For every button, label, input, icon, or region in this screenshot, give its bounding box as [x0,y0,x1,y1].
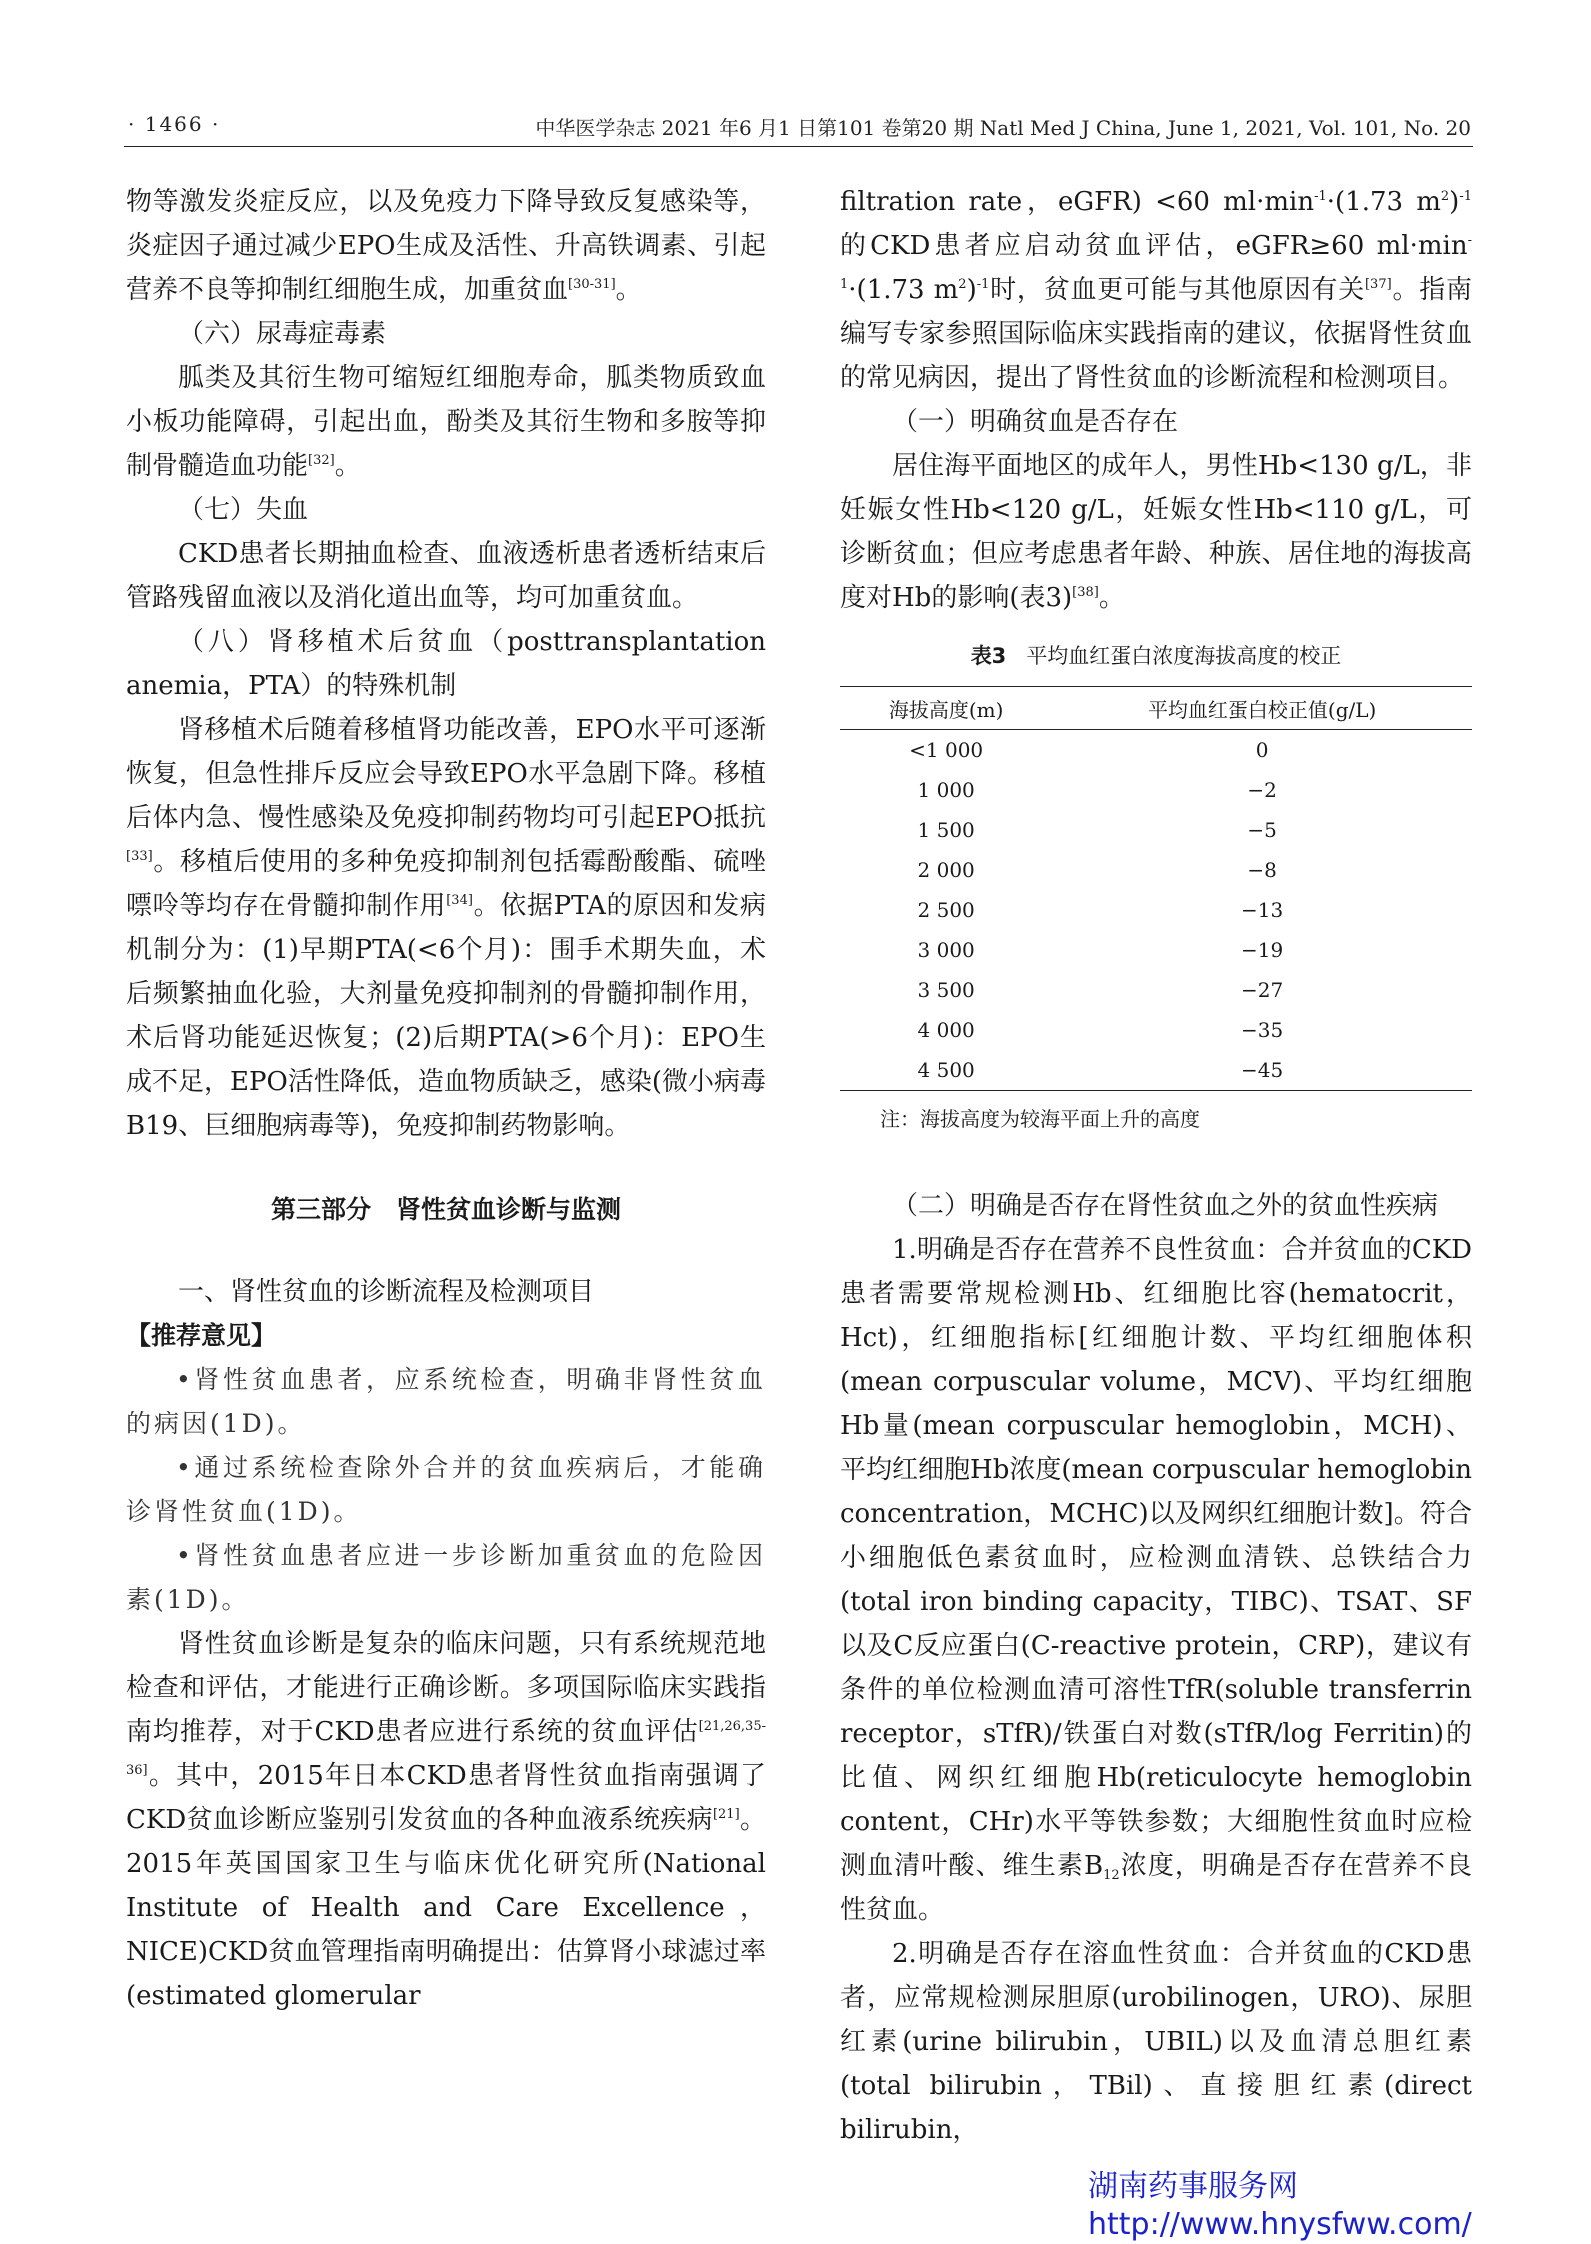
right-column [840,180,1472,2152]
page-number: · 1466 · [128,112,221,136]
table-title: 平均血红蛋白浓度海拔高度的校正 [1026,644,1342,668]
citation: [32] [308,453,335,468]
section-title: 第三部分 肾性贫血诊断与监测 [270,1195,621,1224]
table-note: 注：海拔高度为较海平面上升的高度 [880,1107,1200,1131]
table-row: 3 500 −27 [917,978,1284,1002]
subheading: （一）明确贫血是否存在 [892,407,1179,437]
citation: [30-31] [568,277,616,292]
citation: [37] [1364,277,1392,292]
recommendation-title: 【推荐意见】 [126,1321,277,1350]
paragraph: CKD患者长期抽血检查、血液透析患者透析结束后管路残留血液以及消化道出血等，均可加重贫血。 [126,539,766,613]
subheading: （二）明确是否存在肾性贫血之外的贫血性疾病 [892,1191,1439,1221]
paragraph: filtration rate，eGFR) <60 $ml\cdot\min^{-1}\cdot(1.73$ $m^2)^{-1}$ 的CKD患者应启动贫血评估，eGFR≥60 $ml\cdot\min^{-1}\cdot(1.73$ $m^2)^{-1}$时，贫血更可能与其他原因有关[37]。指南编写专家参照国际临床实践指南的建议，依据肾性贫血的常见病因，提出了肾性贫血的诊断流程和检测项目。 [840,187,1472,393]
watermark-url[interactable]: http://www.hnysfww.com/ [1088,2207,1472,2242]
table-label: 表3 [970,644,1007,668]
paragraph: 肾性贫血诊断是复杂的临床问题，只有系统规范地检查和评估，才能进行正确诊断。多项国际临床实践指南均推荐，对于CKD患者应进行系统的贫血评估[21,26,35-36]。其中，2015年日本CKD患者肾性贫血指南强调了CKD贫血诊断应鉴别引发贫血的各种血液系统疾病[21]。2015年英国国家卫生与临床优化研究所(National Institute of Health and Care Excellence，NICE)CKD贫血管理指南明确提出：估算肾小球滤过率(estimated glomerular [126,1629,766,2011]
table-header: 平均血红蛋白校正值(g/L) [1052,687,1472,730]
altitude-table [840,686,1472,1091]
journal-header: 中华医学杂志 2021 年6 月1 日第101 卷第20 期 Natl Med J China, June 1, 2021, Vol. 101, No. 20 [535,116,1471,140]
table-row: 2 000 −8 [917,858,1277,882]
left-column [126,180,766,2018]
subheading: （七）失血 [178,495,309,525]
table-row: 2 500 −13 [917,898,1284,922]
citation: [38] [1072,585,1099,600]
recommendation-item: •通过系统检查除外合并的贫血疾病后，才能确诊肾性贫血(1D)。 [126,1453,766,1526]
table-header: 海拔高度(m) [840,687,1052,730]
subheading: （八）肾移植术后贫血（posttransplantation anemia，PTA）的特殊机制 [126,627,766,701]
recommendation-item: •肾性贫血患者应进一步诊断加重贫血的危险因素(1D)。 [126,1541,766,1614]
watermark-name: 湖南药事服务网 [1088,2169,1298,2204]
paragraph: 物等激发炎症反应，以及免疫力下降导致反复感染等，炎症因子通过减少EPO生成及活性、升高铁调素、引起营养不良等抑制红细胞生成，加重贫血[30-31]。 [126,187,766,305]
paragraph: 1.明确是否存在营养不良性贫血：合并贫血的CKD患者需要常规检测Hb、红细胞比容(hematocrit，Hct)，红细胞指标[红细胞计数、平均红细胞体积(mean corpuscular volume，MCV)、平均红细胞Hb量(mean corpuscular hemoglobin，MCH)、平均红细胞Hb浓度(mean corpuscular hemoglobin concentration，MCHC)以及网织红细胞计数]。符合小细胞低色素贫血时，应检测血清铁、总铁结合力(total iron binding capacity，TIBC)、TSAT、SF以及C反应蛋白(C-reactive protein，CRP)，建议有条件的单位检测血清可溶性TfR(soluble transferrin receptor，sTfR)/铁蛋白对数(sTfR/log Ferritin)的比值、网织红细胞Hb(reticulocyte hemoglobin content，CHr)水平等铁参数；大细胞性贫血时应检测血清叶酸、维生素$B_{12}$浓度，明确是否存在营养不良性贫血。 [840,1235,1472,1925]
subheading: 一、肾性贫血的诊断流程及检测项目 [178,1277,595,1307]
table-row: 4 000 −35 [917,1018,1284,1042]
recommendation-item: •肾性贫血患者，应系统检查，明确非肾性贫血的病因(1D)。 [126,1365,766,1438]
table-row: 1 500 −5 [917,818,1277,842]
header-rule [124,146,1473,147]
table-row: 4 500 −45 [840,1050,1472,1091]
paragraph: 居住海平面地区的成年人，男性Hb<130 g/L，非妊娠女性Hb<120 g/L，妊娠女性Hb<110 g/L，可诊断贫血；但应考虑患者年龄、种族、居住地的海拔高度对Hb的影响(表3)[38]。 [840,451,1472,613]
paragraph: 肾移植术后随着移植肾功能改善，EPO水平可逐渐恢复，但急性排斥反应会导致EPO水平急剧下降。移植后体内急、慢性感染及免疫抑制药物均可引起EPO抵抗[33]。移植后使用的多种免疫抑制剂包括霉酚酸酯、硫唑嘌呤等均存在骨髓抑制作用[34]。依据PTA的原因和发病机制分为：(1)早期PTA(<6个月)：围手术期失血，术后频繁抽血化验，大剂量免疫抑制剂的骨髓抑制作用，术后肾功能延迟恢复；(2)后期PTA(>6个月)：EPO生成不足，EPO活性降低，造血物质缺乏，感染(微小病毒B19、巨细胞病毒等)，免疫抑制药物影响。 [126,715,766,1141]
table-row: 1 000 −2 [917,778,1277,802]
table-row: <1 000 0 [909,738,1269,762]
citation: [34] [446,893,473,908]
paragraph: 2.明确是否存在溶血性贫血：合并贫血的CKD患者，应常规检测尿胆原(urobilinogen，URO)、尿胆红素(urine bilirubin，UBIL)以及血清总胆红素(total bilirubin，TBil)、直接胆红素(direct bilirubin， [840,1939,1472,2145]
citation: [33] [126,849,153,864]
table-row: 3 000 −19 [917,938,1284,962]
watermark [1088,2168,1472,2244]
citation: [21] [712,1807,740,1822]
table-caption [840,640,1472,670]
citation: [21,26,35-36] [126,1719,766,1778]
paragraph: 胍类及其衍生物可缩短红细胞寿命，胍类物质致血小板功能障碍，引起出血，酚类及其衍生物和多胺等抑制骨髓造血功能[32]。 [126,363,766,481]
subheading: （六）尿毒症毒素 [178,319,387,349]
